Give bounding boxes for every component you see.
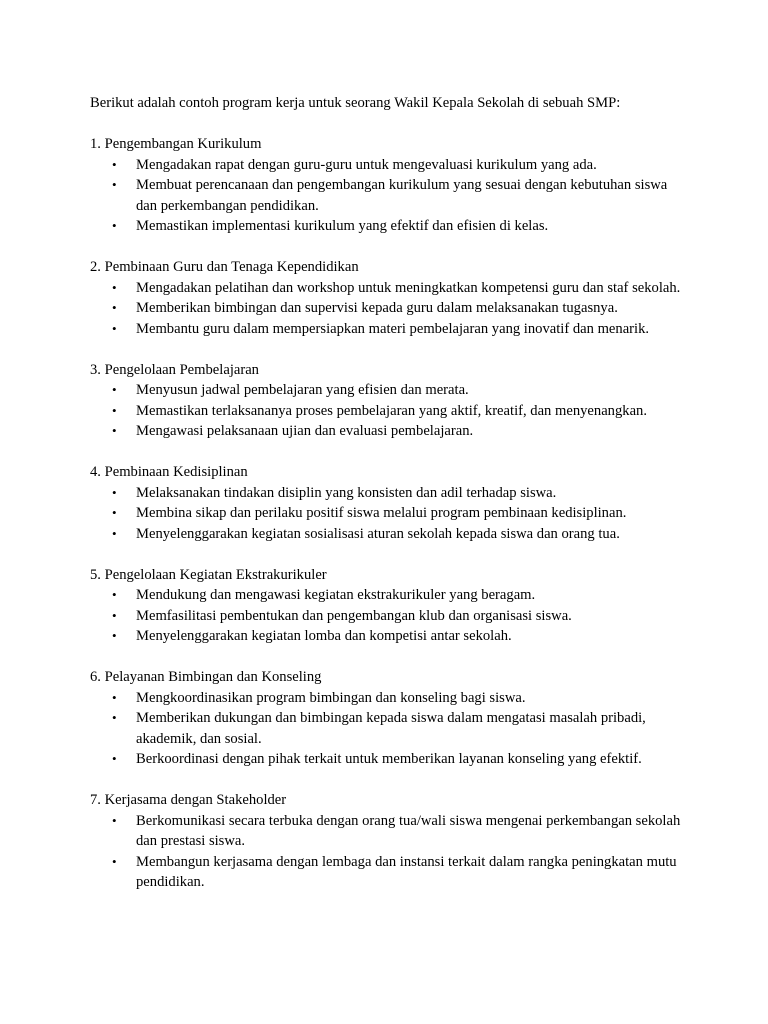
list-item-text: Memfasilitasi pembentukan dan pengembangan klub dan organisasi siswa. [136,607,572,624]
list-item [90,421,690,442]
list-item-text: Menyelenggarakan kegiatan lomba dan kompetisi antar sekolah. [136,628,512,644]
document-body [90,93,690,913]
list-item-text: Memastikan terlaksananya proses pembelajaran yang aktif, kreatif, dan menyenangkan. [136,402,647,419]
bullet-icon: • [112,628,117,643]
program-section-1 [90,134,690,237]
bullet-icon: • [112,177,117,192]
bullet-list [90,483,690,545]
list-item-text: Mendukung dan mengawasi kegiatan ekstrakurikuler yang beragam. [136,587,536,603]
bullet-icon: • [112,710,117,725]
list-item-text: Menyusun jadwal pembelajaran yang efisien dan merata. [136,382,469,398]
list-item-text: Mengkoordinasikan program bimbingan dan konseling bagi siswa. [136,689,526,706]
program-section-5 [90,565,690,647]
list-item-text: Mengadakan rapat dengan guru-guru untuk mengevaluasi kurikulum yang ada. [136,156,597,173]
list-item [90,626,690,647]
section-heading: 1. Pengembangan Kurikulum [90,136,262,152]
section-heading: 7. Kerjasama dengan Stakeholder [90,792,287,808]
bullet-icon: • [112,279,117,295]
list-item [90,155,690,176]
list-item [90,708,690,749]
list-item [90,483,690,504]
program-section-2 [90,257,690,339]
bullet-icon: • [112,484,117,500]
list-item-text: Mengadakan pelatihan dan workshop untuk meningkatkan kompetensi guru dan staf sekolah. [136,279,681,296]
bullet-list [90,811,690,893]
program-section-7 [90,790,690,893]
list-item-text: Memberikan bimbingan dan supervisi kepada guru dalam melaksanakan tugasnya. [136,300,618,316]
bullet-icon: • [112,607,117,623]
bullet-icon: • [112,812,117,828]
list-item-text: Membuat perencanaan dan pengembangan kurikulum yang sesuai dengan kebutuhan siswa dan perkembangan pendidikan. [136,177,668,214]
list-item-text: Memberikan dukungan dan bimbingan kepada siswa dalam mengatasi masalah pribadi, akademik, dan sosial. [136,710,646,747]
list-item [90,401,690,422]
bullet-icon: • [112,751,117,766]
bullet-icon: • [112,525,117,541]
program-section-4 [90,462,690,544]
section-heading: 4. Pembinaan Kedisiplinan [90,464,248,480]
list-item-text: Berkoordinasi dengan pihak terkait untuk memberikan layanan konseling yang efektif. [136,751,642,767]
bullet-icon: • [112,423,117,438]
program-section-6 [90,667,690,770]
list-item [90,585,690,606]
bullet-icon: • [112,382,117,397]
list-item-text: Berkomunikasi secara terbuka dengan orang tua/wali siswa mengenai perkembangan sekolah dan prestasi siswa. [136,812,681,849]
bullet-icon: • [112,689,117,705]
intro-paragraph: Berikut adalah contoh program kerja untuk seorang Wakil Kepala Sekolah di sebuah SMP: [90,95,621,111]
section-heading: 5. Pengelolaan Kegiatan Ekstrakurikuler [90,566,327,583]
bullet-icon: • [112,505,117,520]
list-item [90,524,690,545]
list-item-text: Membantu guru dalam mempersiapkan materi pembelajaran yang inovatif dan menarik. [136,320,650,337]
list-item [90,688,690,709]
bullet-icon: • [112,853,117,869]
program-section-3 [90,360,690,442]
list-item [90,503,690,524]
list-item-text: Menyelenggarakan kegiatan sosialisasi aturan sekolah kepada siswa dan orang tua. [136,525,620,542]
list-item [90,606,690,627]
list-item-text: Mengawasi pelaksanaan ujian dan evaluasi pembelajaran. [136,423,474,439]
bullet-icon: • [112,300,117,315]
bullet-icon: • [112,587,117,602]
list-item [90,749,690,770]
list-item [90,278,690,299]
program-sections [90,134,690,893]
bullet-list [90,155,690,237]
list-item [90,216,690,237]
bullet-icon: • [112,402,117,418]
list-item-text: Memastikan implementasi kurikulum yang efektif dan efisien di kelas. [136,218,549,234]
section-heading: 3. Pengelolaan Pembelajaran [90,361,259,378]
section-heading: 2. Pembinaan Guru dan Tenaga Kependidikan [90,259,359,275]
section-heading: 6. Pelayanan Bimbingan dan Konseling [90,669,322,685]
list-item-text: Membangun kerjasama dengan lembaga dan instansi terkait dalam rangka peningkatan mutu pendidikan. [136,853,677,890]
list-item [90,175,690,216]
list-item [90,298,690,319]
list-item-text: Membina sikap dan perilaku positif siswa melalui program pembinaan kedisiplinan. [136,505,627,521]
list-item-text: Melaksanakan tindakan disiplin yang konsisten dan adil terhadap siswa. [136,484,557,501]
list-item [90,380,690,401]
bullet-list [90,278,690,340]
list-item [90,319,690,340]
bullet-icon: • [112,218,117,233]
bullet-list [90,380,690,442]
list-item [90,852,690,893]
bullet-list [90,585,690,647]
list-item [90,811,690,852]
bullet-icon: • [112,156,117,172]
bullet-list [90,688,690,770]
bullet-icon: • [112,320,117,336]
